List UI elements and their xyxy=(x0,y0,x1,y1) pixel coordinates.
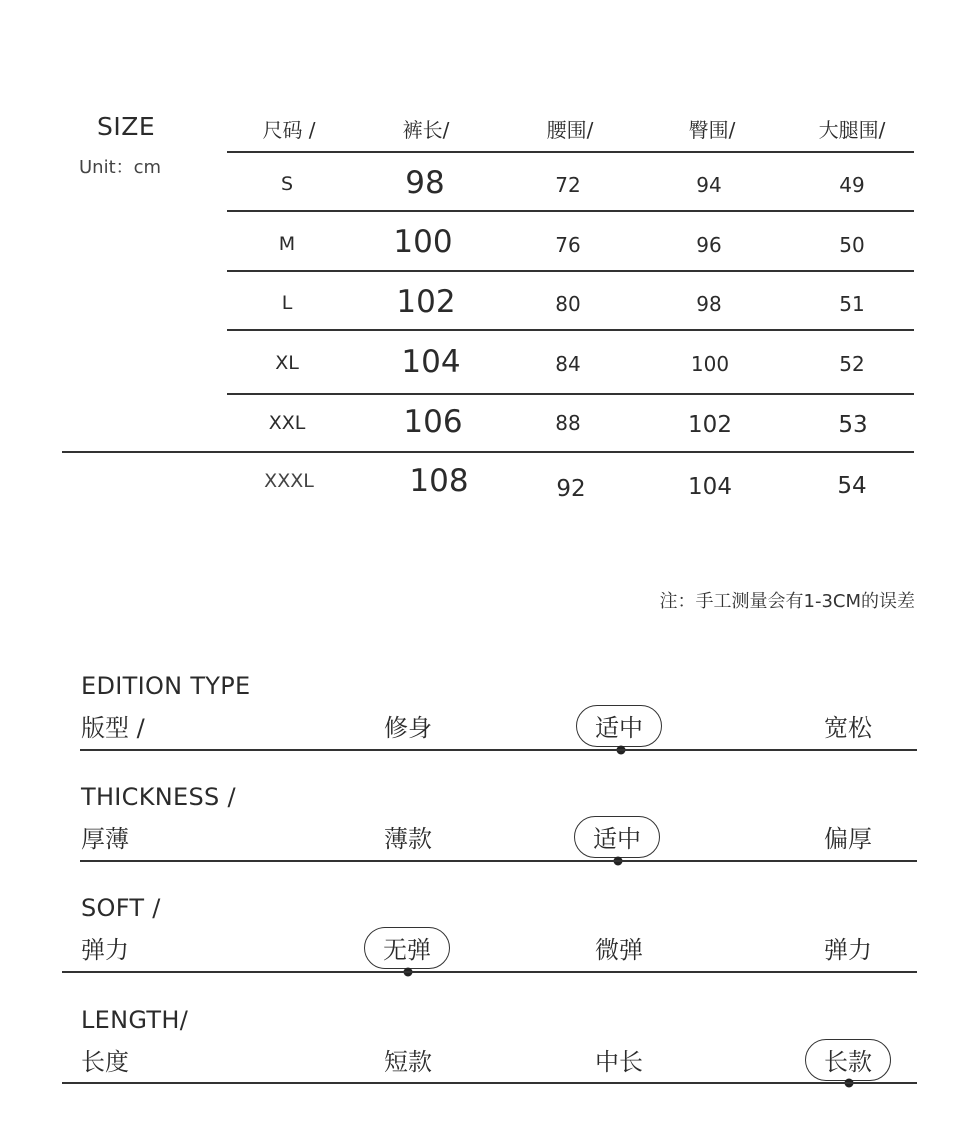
size-unit: Unit：cm xyxy=(79,157,162,178)
cell-hip: 102 xyxy=(688,412,732,438)
attr-soft-en: SOFT / xyxy=(81,894,161,922)
attr-edition-en: EDITION TYPE xyxy=(81,672,251,700)
cell-waist: 88 xyxy=(555,411,581,435)
cell-waist: 84 xyxy=(555,352,581,376)
option-no-stretch-selected: 无弹 xyxy=(364,927,450,969)
option-mid-length: 中长 xyxy=(595,1048,643,1076)
table-rule xyxy=(62,451,914,453)
row-rule xyxy=(62,1082,917,1084)
table-rule xyxy=(227,329,914,331)
cell-size: M xyxy=(278,233,296,255)
row-rule xyxy=(80,860,917,862)
cell-thigh: 49 xyxy=(839,173,865,197)
option-thin: 薄款 xyxy=(384,825,432,853)
attr-thickness-cn: 厚薄 xyxy=(81,825,129,853)
cell-hip: 100 xyxy=(690,352,730,376)
cell-waist: 72 xyxy=(555,173,581,197)
table-rule xyxy=(227,393,914,395)
attr-soft-cn: 弹力 xyxy=(81,936,129,964)
cell-waist: 76 xyxy=(555,233,581,257)
attr-edition-cn: 版型 / xyxy=(81,714,145,742)
header-hip: 臀围/ xyxy=(688,118,736,142)
option-medium-selected: 适中 xyxy=(574,816,660,858)
cell-length: 104 xyxy=(401,344,461,380)
table-rule xyxy=(227,270,914,272)
attr-length-en: LENGTH/ xyxy=(81,1006,189,1034)
header-length: 裤长/ xyxy=(402,118,450,142)
option-regular-selected: 适中 xyxy=(576,705,662,747)
cell-hip: 104 xyxy=(688,474,732,500)
cell-thigh: 53 xyxy=(838,412,868,438)
cell-hip: 98 xyxy=(696,292,722,316)
cell-thigh: 52 xyxy=(839,352,865,376)
cell-size: XXL xyxy=(268,412,306,434)
cell-thigh: 50 xyxy=(839,233,865,257)
cell-length: 102 xyxy=(396,284,456,320)
header-waist: 腰围/ xyxy=(546,118,594,142)
cell-thigh: 51 xyxy=(839,292,865,316)
attr-length-cn: 长度 xyxy=(81,1048,129,1076)
cell-length: 100 xyxy=(393,224,453,260)
row-rule xyxy=(62,971,917,973)
header-size: 尺码 / xyxy=(262,118,316,142)
cell-hip: 96 xyxy=(696,233,722,257)
cell-size: XL xyxy=(275,352,299,374)
option-stretch: 弹力 xyxy=(824,936,872,964)
option-loose: 宽松 xyxy=(824,714,872,742)
cell-size: S xyxy=(280,173,294,195)
cell-size: L xyxy=(281,292,293,314)
option-long-selected: 长款 xyxy=(805,1039,891,1081)
row-rule xyxy=(80,749,917,751)
cell-waist: 92 xyxy=(556,476,586,502)
cell-length: 98 xyxy=(405,165,445,201)
cell-length: 106 xyxy=(403,404,463,440)
option-slight-stretch: 微弹 xyxy=(595,936,643,964)
cell-hip: 94 xyxy=(696,173,722,197)
size-title: SIZE xyxy=(97,112,156,141)
cell-size: XXXL xyxy=(264,470,314,492)
option-thick: 偏厚 xyxy=(824,825,872,853)
measurement-note: 注：手工测量会有1-3CM的误差 xyxy=(659,591,915,612)
cell-thigh: 54 xyxy=(837,473,867,499)
table-rule xyxy=(227,210,914,212)
cell-waist: 80 xyxy=(555,292,581,316)
table-rule xyxy=(227,151,914,153)
attr-thickness-en: THICKNESS / xyxy=(81,783,236,811)
option-slim: 修身 xyxy=(384,714,432,742)
header-thigh: 大腿围/ xyxy=(818,118,886,142)
cell-length: 108 xyxy=(409,463,469,499)
option-short: 短款 xyxy=(384,1048,432,1076)
